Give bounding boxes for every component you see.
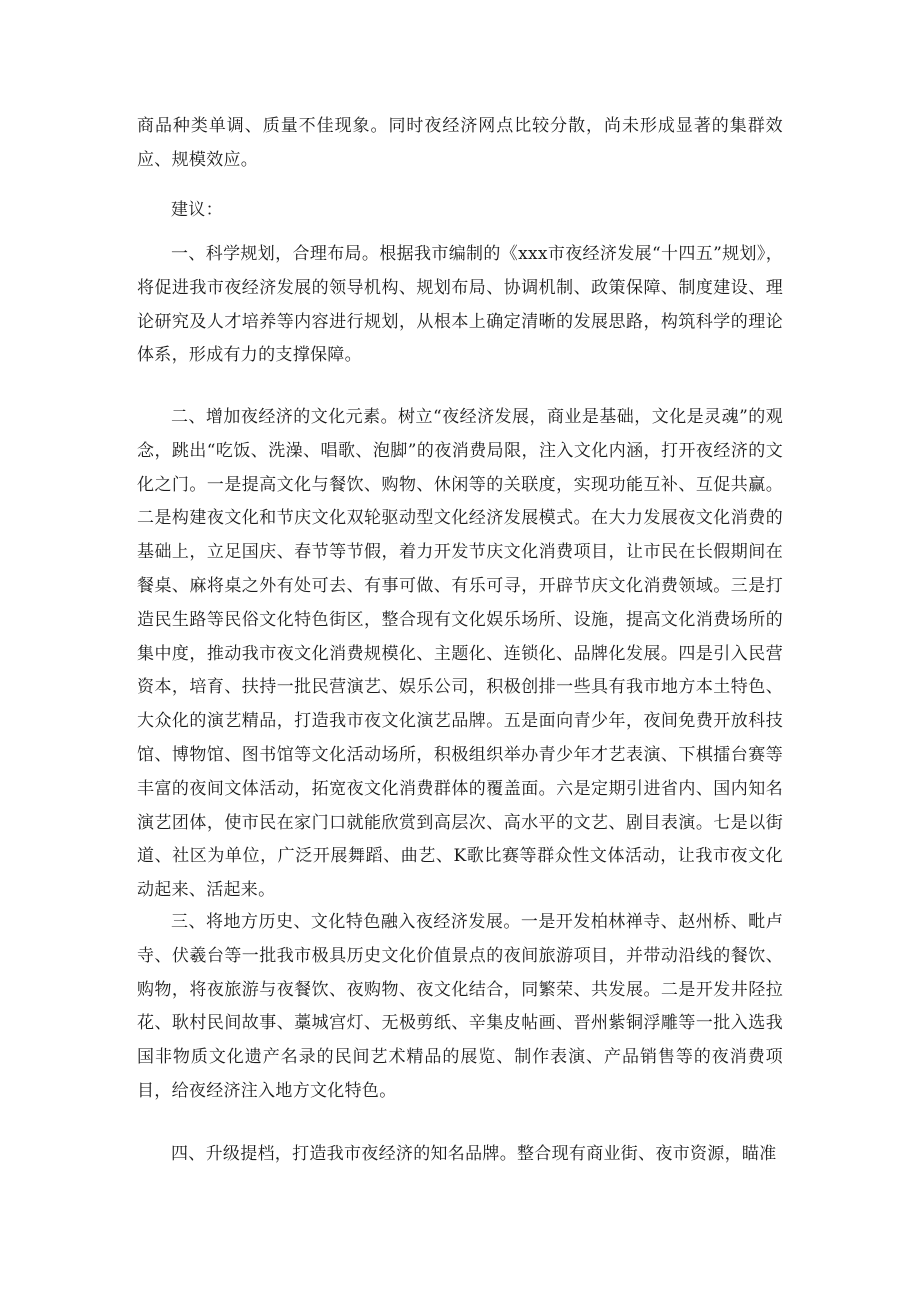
paragraph-text: 建议： [171,200,223,220]
paragraph-suggestion-2 [137,401,783,908]
paragraph-suggestion-1 [137,238,783,373]
paragraph-suggestion-4 [137,1138,783,1172]
paragraph-continuation [137,110,783,178]
paragraph-text: 四、升级提档，打造我市夜经济的知名品牌。整合现有商业街、夜市资源，瞄准 [171,1144,777,1164]
paragraph-text: 三、将地方历史、文化特色融入夜经济发展。一是开发柏林禅寺、赵州桥、毗卢寺、伏羲台等一批我市极具历史文化价值景点的夜间旅游项目，并带动沿线的餐饮、购物，将夜旅游与夜餐饮、夜购物、夜文化结合，同繁荣、共发展。二是开发井陉拉花、耿村民间故事、藁城宫灯、无极剪纸、辛集皮帖画、晋州紫铜浮雕等一批入选我国非物质文化遗产名录的民间艺术精品的展览、制作表演、产品销售等的夜消费项目，给夜经济注入地方文化特色。 [137,912,783,1101]
paragraph-suggestion-heading [137,194,783,228]
paragraph-suggestion-3 [137,906,783,1109]
paragraph-text: 二、增加夜经济的文化元素。树立“夜经济发展，商业是基础，文化是灵魂”的观念，跳出“吃饭、洗澡、唱歌、泡脚”的夜消费局限，注入文化内涵，打开夜经济的文化之门。一是提高文化与餐饮、购物、休闲等的关联度，实现功能互补、互促共赢。二是构建夜文化和节庆文化双轮驱动型文化经济发展模式。在大力发展夜文化消费的基础上，立足国庆、春节等节假，着力开发节庆文化消费项目，让市民在长假期间在餐桌、麻将桌之外有处可去、有事可做、有乐可寻，开辟节庆文化消费领域。三是打造民生路等民俗文化特色街区，整合现有文化娱乐场所、设施，提高文化消费场所的集中度，推动我市夜文化消费规模化、主题化、连锁化、品牌化发展。四是引入民营资本，培育、扶持一批民营演艺、娱乐公司，积极创排一些具有我市地方本土特色、大众化的演艺精品，打造我市夜文化演艺品牌。五是面向青少年，夜间免费开放科技馆、博物馆、图书馆等文化活动场所，积极组织举办青少年才艺表演、下棋擂台赛等丰富的夜间文体活动，拓宽夜文化消费群体的覆盖面。六是定期引进省内、国内知名演艺团体，使市民在家门口就能欣赏到高层次、高水平的文艺、剧目表演。七是以街道、社区为单位，广泛开展舞蹈、曲艺、K歌比赛等群众性文体活动，让我市夜文化动起来、活起来。 [137,407,783,901]
paragraph-text: 商品种类单调、质量不佳现象。同时夜经济网点比较分散，尚未形成显著的集群效应、规模效应。 [137,116,783,170]
paragraph-text: 一、科学规划，合理布局。根据我市编制的《xxx市夜经济发展“十四五”规划》，将促进我市夜经济发展的领导机构、规划布局、协调机制、政策保障、制度建设、理论研究及人才培养等内容进行规划，从根本上确定清晰的发展思路，构筑科学的理论体系，形成有力的支撑保障。 [137,244,783,366]
